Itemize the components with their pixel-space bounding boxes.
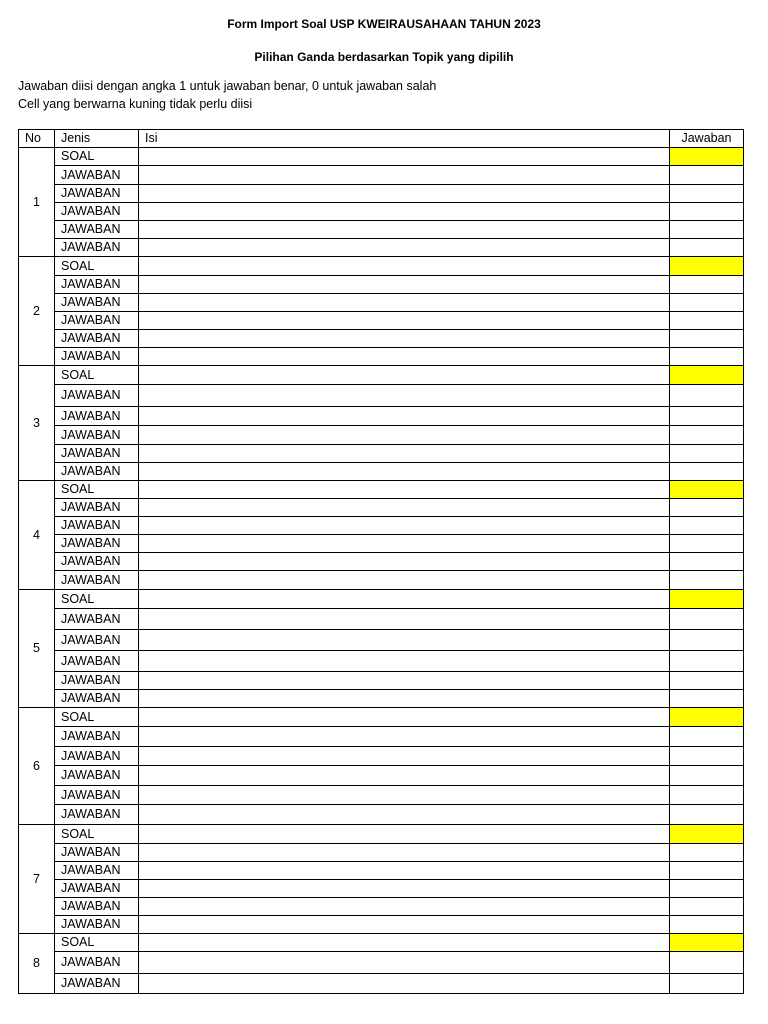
isi-cell[interactable] (139, 385, 670, 407)
isi-cell[interactable] (139, 766, 670, 786)
table-row (19, 898, 744, 916)
table-row (19, 690, 744, 708)
jenis-cell: JAWABAN (55, 880, 139, 898)
table-row (19, 257, 744, 276)
isi-cell[interactable] (139, 257, 670, 276)
jawaban-cell-highlighted (670, 708, 744, 727)
isi-cell[interactable] (139, 786, 670, 805)
table-row (19, 239, 744, 257)
jawaban-cell-highlighted (670, 934, 744, 952)
jenis-cell: JAWABAN (55, 916, 139, 934)
table-row (19, 499, 744, 517)
jawaban-cell[interactable] (670, 407, 744, 426)
isi-cell[interactable] (139, 747, 670, 766)
jawaban-cell-highlighted (670, 590, 744, 609)
table-row (19, 517, 744, 535)
table-row (19, 294, 744, 312)
isi-cell[interactable] (139, 862, 670, 880)
question-form-table (18, 129, 744, 994)
isi-cell[interactable] (139, 590, 670, 609)
table-row (19, 952, 744, 974)
jawaban-cell[interactable] (670, 239, 744, 257)
table-row (19, 185, 744, 203)
isi-cell[interactable] (139, 727, 670, 747)
jenis-cell: JAWABAN (55, 312, 139, 330)
jenis-cell: JAWABAN (55, 952, 139, 974)
isi-cell[interactable] (139, 898, 670, 916)
jawaban-cell[interactable] (670, 294, 744, 312)
isi-cell[interactable] (139, 672, 670, 690)
table-row (19, 609, 744, 630)
isi-cell[interactable] (139, 148, 670, 166)
jenis-cell: JAWABAN (55, 407, 139, 426)
table-row (19, 844, 744, 862)
isi-cell[interactable] (139, 880, 670, 898)
instruction-line-2: Cell yang berwarna kuning tidak perlu diisi (18, 97, 253, 111)
jawaban-cell-highlighted (670, 148, 744, 166)
table-row (19, 880, 744, 898)
jawaban-cell[interactable] (670, 862, 744, 880)
table-row (19, 312, 744, 330)
jawaban-cell-highlighted (670, 481, 744, 499)
jawaban-cell[interactable] (670, 844, 744, 862)
jawaban-cell-highlighted (670, 366, 744, 385)
isi-cell[interactable] (139, 630, 670, 651)
jawaban-cell[interactable] (670, 786, 744, 805)
jenis-cell: SOAL (55, 708, 139, 727)
jenis-cell: JAWABAN (55, 571, 139, 590)
table-row (19, 221, 744, 239)
isi-cell[interactable] (139, 535, 670, 553)
jawaban-cell[interactable] (670, 426, 744, 445)
isi-cell[interactable] (139, 221, 670, 239)
question-number-cell: 7 (19, 825, 55, 934)
jenis-cell: JAWABAN (55, 844, 139, 862)
isi-cell[interactable] (139, 952, 670, 974)
jenis-cell: JAWABAN (55, 330, 139, 348)
jenis-cell: JAWABAN (55, 786, 139, 805)
table-row (19, 385, 744, 407)
jenis-cell: JAWABAN (55, 499, 139, 517)
jawaban-cell[interactable] (670, 974, 744, 994)
jenis-cell: JAWABAN (55, 239, 139, 257)
jenis-cell: SOAL (55, 366, 139, 385)
jawaban-cell[interactable] (670, 805, 744, 825)
jawaban-cell[interactable] (670, 517, 744, 535)
isi-cell[interactable] (139, 609, 670, 630)
table-row (19, 445, 744, 463)
jenis-cell: JAWABAN (55, 690, 139, 708)
table-row (19, 407, 744, 426)
instruction-line-1: Jawaban diisi dengan angka 1 untuk jawaban benar, 0 untuk jawaban salah (18, 79, 437, 93)
header-jawaban: Jawaban (670, 130, 744, 148)
table-row (19, 590, 744, 609)
isi-cell[interactable] (139, 825, 670, 844)
isi-cell[interactable] (139, 651, 670, 672)
question-number-cell: 8 (19, 934, 55, 994)
isi-cell[interactable] (139, 481, 670, 499)
jenis-cell: JAWABAN (55, 348, 139, 366)
jenis-cell: SOAL (55, 590, 139, 609)
jawaban-cell[interactable] (670, 609, 744, 630)
table-row (19, 630, 744, 651)
isi-cell[interactable] (139, 348, 670, 366)
table-row (19, 366, 744, 385)
jenis-cell: JAWABAN (55, 385, 139, 407)
jenis-cell: JAWABAN (55, 974, 139, 994)
isi-cell[interactable] (139, 553, 670, 571)
table-row (19, 481, 744, 499)
jenis-cell: JAWABAN (55, 747, 139, 766)
jawaban-cell[interactable] (670, 221, 744, 239)
jawaban-cell[interactable] (670, 747, 744, 766)
table-row (19, 916, 744, 934)
isi-cell[interactable] (139, 690, 670, 708)
question-number-cell: 5 (19, 590, 55, 708)
jawaban-cell[interactable] (670, 727, 744, 747)
jawaban-cell[interactable] (670, 690, 744, 708)
question-number-cell: 6 (19, 708, 55, 825)
isi-cell[interactable] (139, 805, 670, 825)
document-subtitle: Pilihan Ganda berdasarkan Topik yang dipilih (254, 50, 514, 64)
table-row (19, 766, 744, 786)
isi-cell[interactable] (139, 445, 670, 463)
jenis-cell: JAWABAN (55, 898, 139, 916)
table-row (19, 825, 744, 844)
jenis-cell: JAWABAN (55, 805, 139, 825)
jawaban-cell[interactable] (670, 630, 744, 651)
table-row (19, 805, 744, 825)
jawaban-cell[interactable] (670, 651, 744, 672)
table-row (19, 553, 744, 571)
jawaban-cell[interactable] (670, 330, 744, 348)
header-isi: Isi (139, 130, 670, 148)
jenis-cell: JAWABAN (55, 862, 139, 880)
table-body (19, 130, 744, 994)
table-row (19, 463, 744, 481)
jawaban-cell[interactable] (670, 553, 744, 571)
jawaban-cell[interactable] (670, 348, 744, 366)
jenis-cell: JAWABAN (55, 553, 139, 571)
isi-cell[interactable] (139, 185, 670, 203)
isi-cell[interactable] (139, 463, 670, 481)
jawaban-cell[interactable] (670, 385, 744, 407)
header-jenis: Jenis (55, 130, 139, 148)
table-row (19, 651, 744, 672)
jenis-cell: SOAL (55, 934, 139, 952)
isi-cell[interactable] (139, 426, 670, 445)
jawaban-cell-highlighted (670, 825, 744, 844)
table-row (19, 862, 744, 880)
jenis-cell: SOAL (55, 257, 139, 276)
jenis-cell: SOAL (55, 148, 139, 166)
jenis-cell: JAWABAN (55, 651, 139, 672)
jawaban-cell[interactable] (670, 499, 744, 517)
isi-cell[interactable] (139, 571, 670, 590)
table-row (19, 426, 744, 445)
isi-cell[interactable] (139, 844, 670, 862)
isi-cell[interactable] (139, 276, 670, 294)
isi-cell[interactable] (139, 517, 670, 535)
isi-cell[interactable] (139, 708, 670, 727)
table-row (19, 727, 744, 747)
jenis-cell: JAWABAN (55, 203, 139, 221)
table-row (19, 203, 744, 221)
jawaban-cell[interactable] (670, 898, 744, 916)
jawaban-cell[interactable] (670, 276, 744, 294)
jawaban-cell[interactable] (670, 672, 744, 690)
isi-cell[interactable] (139, 294, 670, 312)
jenis-cell: SOAL (55, 481, 139, 499)
question-number-cell: 2 (19, 257, 55, 366)
table-row (19, 148, 744, 166)
isi-cell[interactable] (139, 203, 670, 221)
jenis-cell: JAWABAN (55, 445, 139, 463)
question-number-cell: 3 (19, 366, 55, 481)
jenis-cell: JAWABAN (55, 727, 139, 747)
jenis-cell: JAWABAN (55, 630, 139, 651)
isi-cell[interactable] (139, 934, 670, 952)
table-row (19, 934, 744, 952)
table-row (19, 276, 744, 294)
jawaban-cell[interactable] (670, 445, 744, 463)
isi-cell[interactable] (139, 330, 670, 348)
header-no: No (19, 130, 55, 148)
isi-cell[interactable] (139, 499, 670, 517)
jenis-cell: JAWABAN (55, 276, 139, 294)
jenis-cell: JAWABAN (55, 185, 139, 203)
question-number-cell: 1 (19, 148, 55, 257)
table-row (19, 348, 744, 366)
isi-cell[interactable] (139, 407, 670, 426)
jawaban-cell[interactable] (670, 571, 744, 590)
jenis-cell: JAWABAN (55, 609, 139, 630)
table-row (19, 708, 744, 727)
jawaban-cell-highlighted (670, 257, 744, 276)
jawaban-cell[interactable] (670, 880, 744, 898)
isi-cell[interactable] (139, 974, 670, 994)
jawaban-cell[interactable] (670, 166, 744, 185)
jenis-cell: JAWABAN (55, 166, 139, 185)
table-row (19, 672, 744, 690)
jenis-cell: JAWABAN (55, 294, 139, 312)
jawaban-cell[interactable] (670, 535, 744, 553)
jawaban-cell[interactable] (670, 916, 744, 934)
jenis-cell: SOAL (55, 825, 139, 844)
table-row (19, 747, 744, 766)
table-row (19, 166, 744, 185)
jenis-cell: JAWABAN (55, 766, 139, 786)
jenis-cell: JAWABAN (55, 463, 139, 481)
table-row (19, 330, 744, 348)
jawaban-cell[interactable] (670, 312, 744, 330)
document-title: Form Import Soal USP KWEIRAUSAHAAN TAHUN 2023 (227, 17, 541, 31)
table-row (19, 974, 744, 994)
table-row (19, 535, 744, 553)
isi-cell[interactable] (139, 166, 670, 185)
jenis-cell: JAWABAN (55, 672, 139, 690)
jawaban-cell[interactable] (670, 203, 744, 221)
jenis-cell: JAWABAN (55, 221, 139, 239)
table-row (19, 571, 744, 590)
isi-cell[interactable] (139, 239, 670, 257)
jenis-cell: JAWABAN (55, 426, 139, 445)
isi-cell[interactable] (139, 916, 670, 934)
jenis-cell: JAWABAN (55, 535, 139, 553)
table-row (19, 786, 744, 805)
jawaban-cell[interactable] (670, 463, 744, 481)
isi-cell[interactable] (139, 312, 670, 330)
question-number-cell: 4 (19, 481, 55, 590)
header-row (19, 130, 744, 148)
jawaban-cell[interactable] (670, 185, 744, 203)
jawaban-cell[interactable] (670, 952, 744, 974)
isi-cell[interactable] (139, 366, 670, 385)
jenis-cell: JAWABAN (55, 517, 139, 535)
jawaban-cell[interactable] (670, 766, 744, 786)
